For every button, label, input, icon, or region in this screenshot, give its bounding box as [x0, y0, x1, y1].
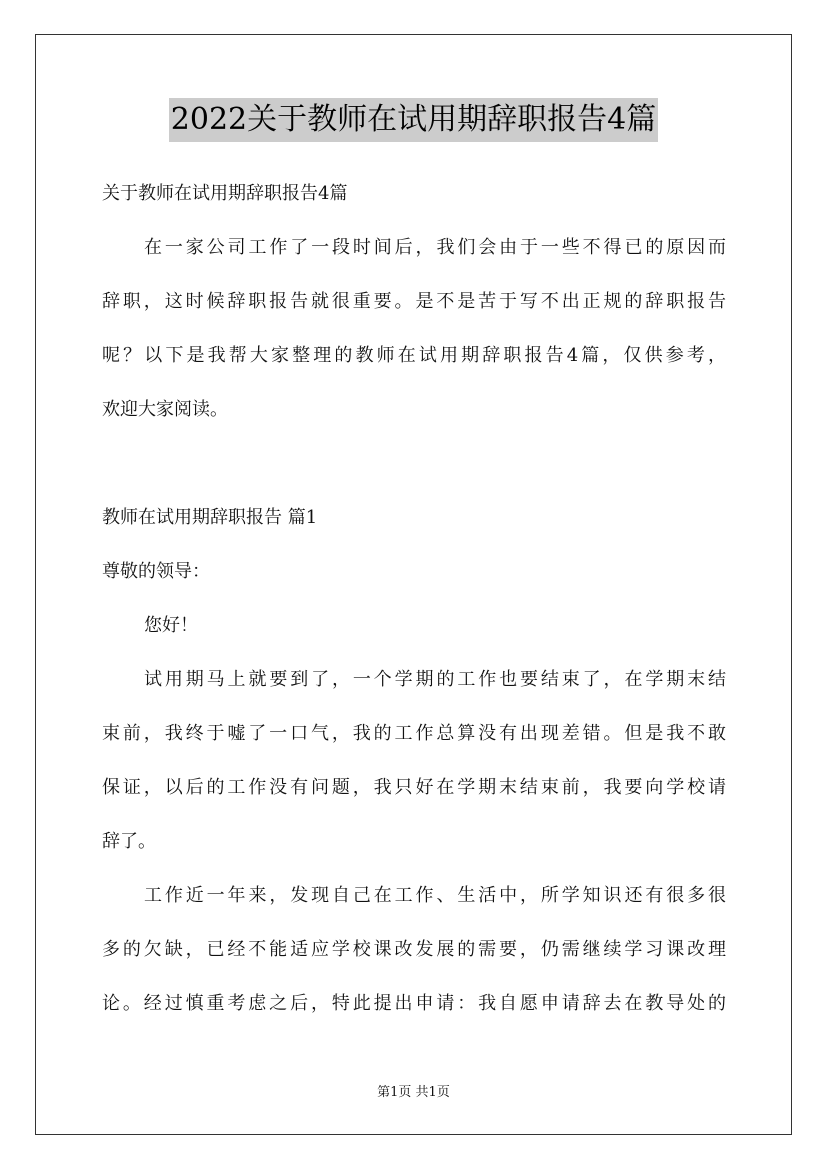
para1-line-4: 辞了。	[102, 831, 156, 852]
page-footer: 第1页 共1页	[377, 1085, 450, 1100]
intro-line-1: 在一家公司工作了一段时间后，我们会由于一些不得已的原因而	[144, 237, 726, 258]
para2-line-3: 论。经过慎重考虑之后，特此提出申请：我自愿申请辞去在教导处的	[102, 993, 726, 1014]
intro-line-4: 欢迎大家阅读。	[102, 399, 228, 420]
greeting: 您好！	[144, 615, 198, 636]
para1-line-1: 试用期马上就要到了，一个学期的工作也要结束了，在学期末结	[144, 669, 726, 690]
para2-line-2: 多的欠缺，已经不能适应学校课改发展的需要，仍需继续学习课改理	[102, 939, 726, 960]
para1-line-3: 保证，以后的工作没有问题，我只好在学期末结束前，我要向学校请	[102, 777, 726, 798]
document-title: 2022关于教师在试用期辞职报告4篇	[169, 98, 658, 142]
title-container	[0, 98, 827, 142]
section-heading: 教师在试用期辞职报告 篇1	[102, 507, 318, 528]
document-subtitle: 关于教师在试用期辞职报告4篇	[102, 183, 348, 204]
intro-line-3: 呢？以下是我帮大家整理的教师在试用期辞职报告4篇，仅供参考，	[102, 345, 726, 366]
para1-line-2: 束前，我终于嘘了一口气，我的工作总算没有出现差错。但是我不敢	[102, 723, 726, 744]
intro-line-2: 辞职，这时候辞职报告就很重要。是不是苦于写不出正规的辞职报告	[102, 291, 726, 312]
salutation: 尊敬的领导：	[102, 561, 210, 582]
para2-line-1: 工作近一年来，发现自己在工作、生活中，所学知识还有很多很	[144, 885, 726, 906]
